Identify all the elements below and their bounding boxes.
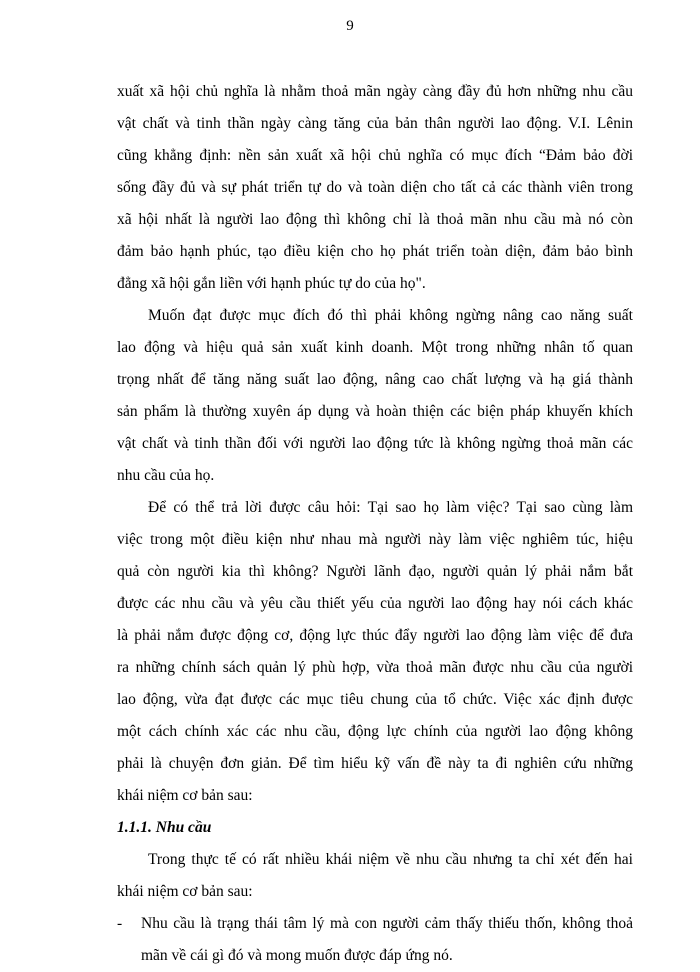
text-line: Nhu cầu là trạng thái tâm lý mà con người cảm thấy thiếu thốn, không thoả <box>141 915 633 932</box>
page-number: 9 <box>346 18 354 34</box>
text-line: vật chất và tinh thần ngày càng tăng của bản thân người lao động. V.I. Lênin <box>117 115 633 132</box>
paragraph-3 <box>117 492 633 812</box>
text-line: đẳng xã hội gắn liền với hạnh phúc tự do của họ". <box>117 275 426 292</box>
bullet-item <box>117 908 633 972</box>
text-line: đảm bảo hạnh phúc, tạo điều kiện cho họ phát triển toàn diện, đảm bảo bình <box>117 243 633 260</box>
text-line: khái niệm cơ bản sau: <box>117 883 253 900</box>
text-line: trọng nhất để tăng năng suất lao động, nâng cao chất lượng và hạ giá thành <box>117 371 633 388</box>
text-line: xã hội nhất là người lao động thì không chỉ là thoả mãn nhu cầu mà nó còn <box>117 211 633 228</box>
text-line: khái niệm cơ bản sau: <box>117 787 253 804</box>
text-line: vật chất và tinh thần đối với người lao động tức là không ngừng thoả mãn các <box>117 435 633 452</box>
text-line: là phải nắm được động cơ, động lực thúc đẩy người lao động làm việc để đưa <box>117 627 633 644</box>
text-line: việc trong một điều kiện như nhau mà người này làm việc nghiêm túc, hiệu <box>117 531 633 548</box>
text-line: sống đầy đủ và sự phát triển tự do và toàn diện cho tất cả các thành viên trong <box>117 179 633 196</box>
text-line: Muốn đạt được mục đích đó thì phải không ngừng nâng cao năng suất <box>148 307 633 324</box>
paragraph-4 <box>117 844 633 908</box>
text-line: được các nhu cầu và yêu cầu thiết yếu của người lao động hay nói cách khác <box>117 595 633 612</box>
text-line: một cách chính xác các nhu cầu, động lực chính của người lao động không <box>117 723 633 740</box>
text-line: Trong thực tế có rất nhiều khái niệm về nhu cầu nhưng ta chỉ xét đến hai <box>148 851 633 868</box>
text-line: cũng khẳng định: nền sản xuất xã hội chủ nghĩa có mục đích “Đảm bảo đời <box>117 147 633 164</box>
bullet-dash: - <box>117 915 123 932</box>
text-line: nhu cầu của họ. <box>117 467 215 484</box>
text-line: quả còn người kia thì không? Người lãnh đạo, người quản lý phải nắm bắt <box>117 563 633 580</box>
paragraph-1 <box>117 76 633 300</box>
text-line: xuất xã hội chủ nghĩa là nhằm thoả mãn ngày càng đầy đủ hơn những nhu cầu <box>117 83 633 100</box>
text-line: phải là chuyện đơn giản. Để tìm hiểu kỹ vấn đề này ta đi nghiên cứu những <box>117 755 633 772</box>
text-line: Để có thể trả lời được câu hỏi: Tại sao họ làm việc? Tại sao cùng làm <box>148 499 633 516</box>
text-line: ra những chính sách quản lý phù hợp, vừa thoả mãn được nhu cầu của người <box>117 659 633 676</box>
text-line: sản phẩm là thường xuyên áp dụng và hoàn thiện các biện pháp khuyến khích <box>117 403 633 420</box>
text-line: mãn về cái gì đó và mong muốn được đáp ứng nó. <box>141 947 453 964</box>
document-body <box>117 76 633 972</box>
paragraph-2 <box>117 300 633 492</box>
text-line: lao động, vừa đạt được các mục tiêu chung của tổ chức. Việc xác định được <box>117 691 633 708</box>
text-line: lao động và hiệu quả sản xuất kinh doanh. Một trong những nhân tố quan <box>117 339 633 356</box>
section-heading: 1.1.1. Nhu cầu <box>117 819 212 836</box>
